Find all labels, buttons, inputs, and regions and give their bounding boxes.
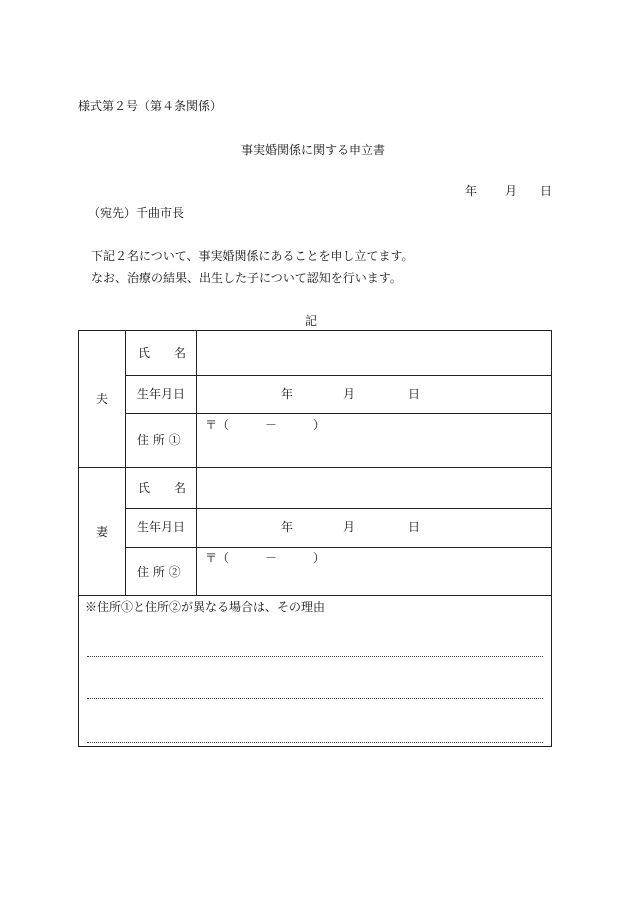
wife-birth-year: 年 — [281, 520, 294, 534]
address-difference-note: ※住所①と住所②が異なる場合は、その理由 — [85, 600, 326, 614]
body-line-1: 下記２名について、事実婚関係にあることを申し立てます。 — [91, 249, 414, 263]
date-year-label: 年 — [465, 184, 478, 198]
row-divider — [125, 375, 551, 376]
row-divider — [125, 508, 551, 509]
husband-label: 夫 — [96, 392, 109, 406]
wife-birth-month: 月 — [343, 520, 356, 534]
wife-name-label: 氏 名 — [138, 481, 187, 495]
body-line-2: なお、治療の結果、出生した子について認知を行います。 — [91, 271, 402, 285]
reason-writing-line[interactable] — [87, 656, 543, 657]
wife-birth-label: 生年月日 — [137, 520, 186, 534]
document-title: 事実婚関係に関する申立書 — [241, 143, 386, 157]
application-form-table — [78, 330, 552, 747]
husband-birth-month: 月 — [343, 387, 356, 401]
ki-label: 記 — [305, 314, 318, 328]
wife-postal-code: 〒（ － ） — [205, 551, 326, 565]
column-divider-2 — [196, 331, 197, 595]
addressee: （宛先）千曲市長 — [88, 206, 185, 220]
wife-address-label: 住 所 ② — [137, 565, 181, 579]
husband-address-label: 住 所 ① — [137, 433, 181, 447]
husband-postal-code: 〒（ － ） — [205, 418, 326, 432]
husband-birth-label: 生年月日 — [137, 387, 186, 401]
husband-name-field[interactable] — [198, 332, 548, 374]
form-number: 様式第２号（第４条関係） — [78, 99, 223, 113]
wife-birth-day: 日 — [408, 520, 421, 534]
section-divider — [79, 467, 551, 468]
section-divider — [79, 595, 551, 596]
date-day-label: 日 — [540, 184, 553, 198]
husband-birth-day: 日 — [408, 387, 421, 401]
reason-writing-line[interactable] — [87, 742, 543, 743]
wife-label: 妻 — [96, 525, 109, 539]
wife-name-field[interactable] — [198, 469, 548, 507]
row-divider — [125, 413, 551, 414]
husband-birth-year: 年 — [281, 387, 294, 401]
reason-writing-line[interactable] — [87, 698, 543, 699]
row-divider — [125, 547, 551, 548]
date-month-label: 月 — [505, 184, 518, 198]
husband-name-label: 氏 名 — [138, 346, 187, 360]
column-divider-1 — [125, 331, 126, 595]
